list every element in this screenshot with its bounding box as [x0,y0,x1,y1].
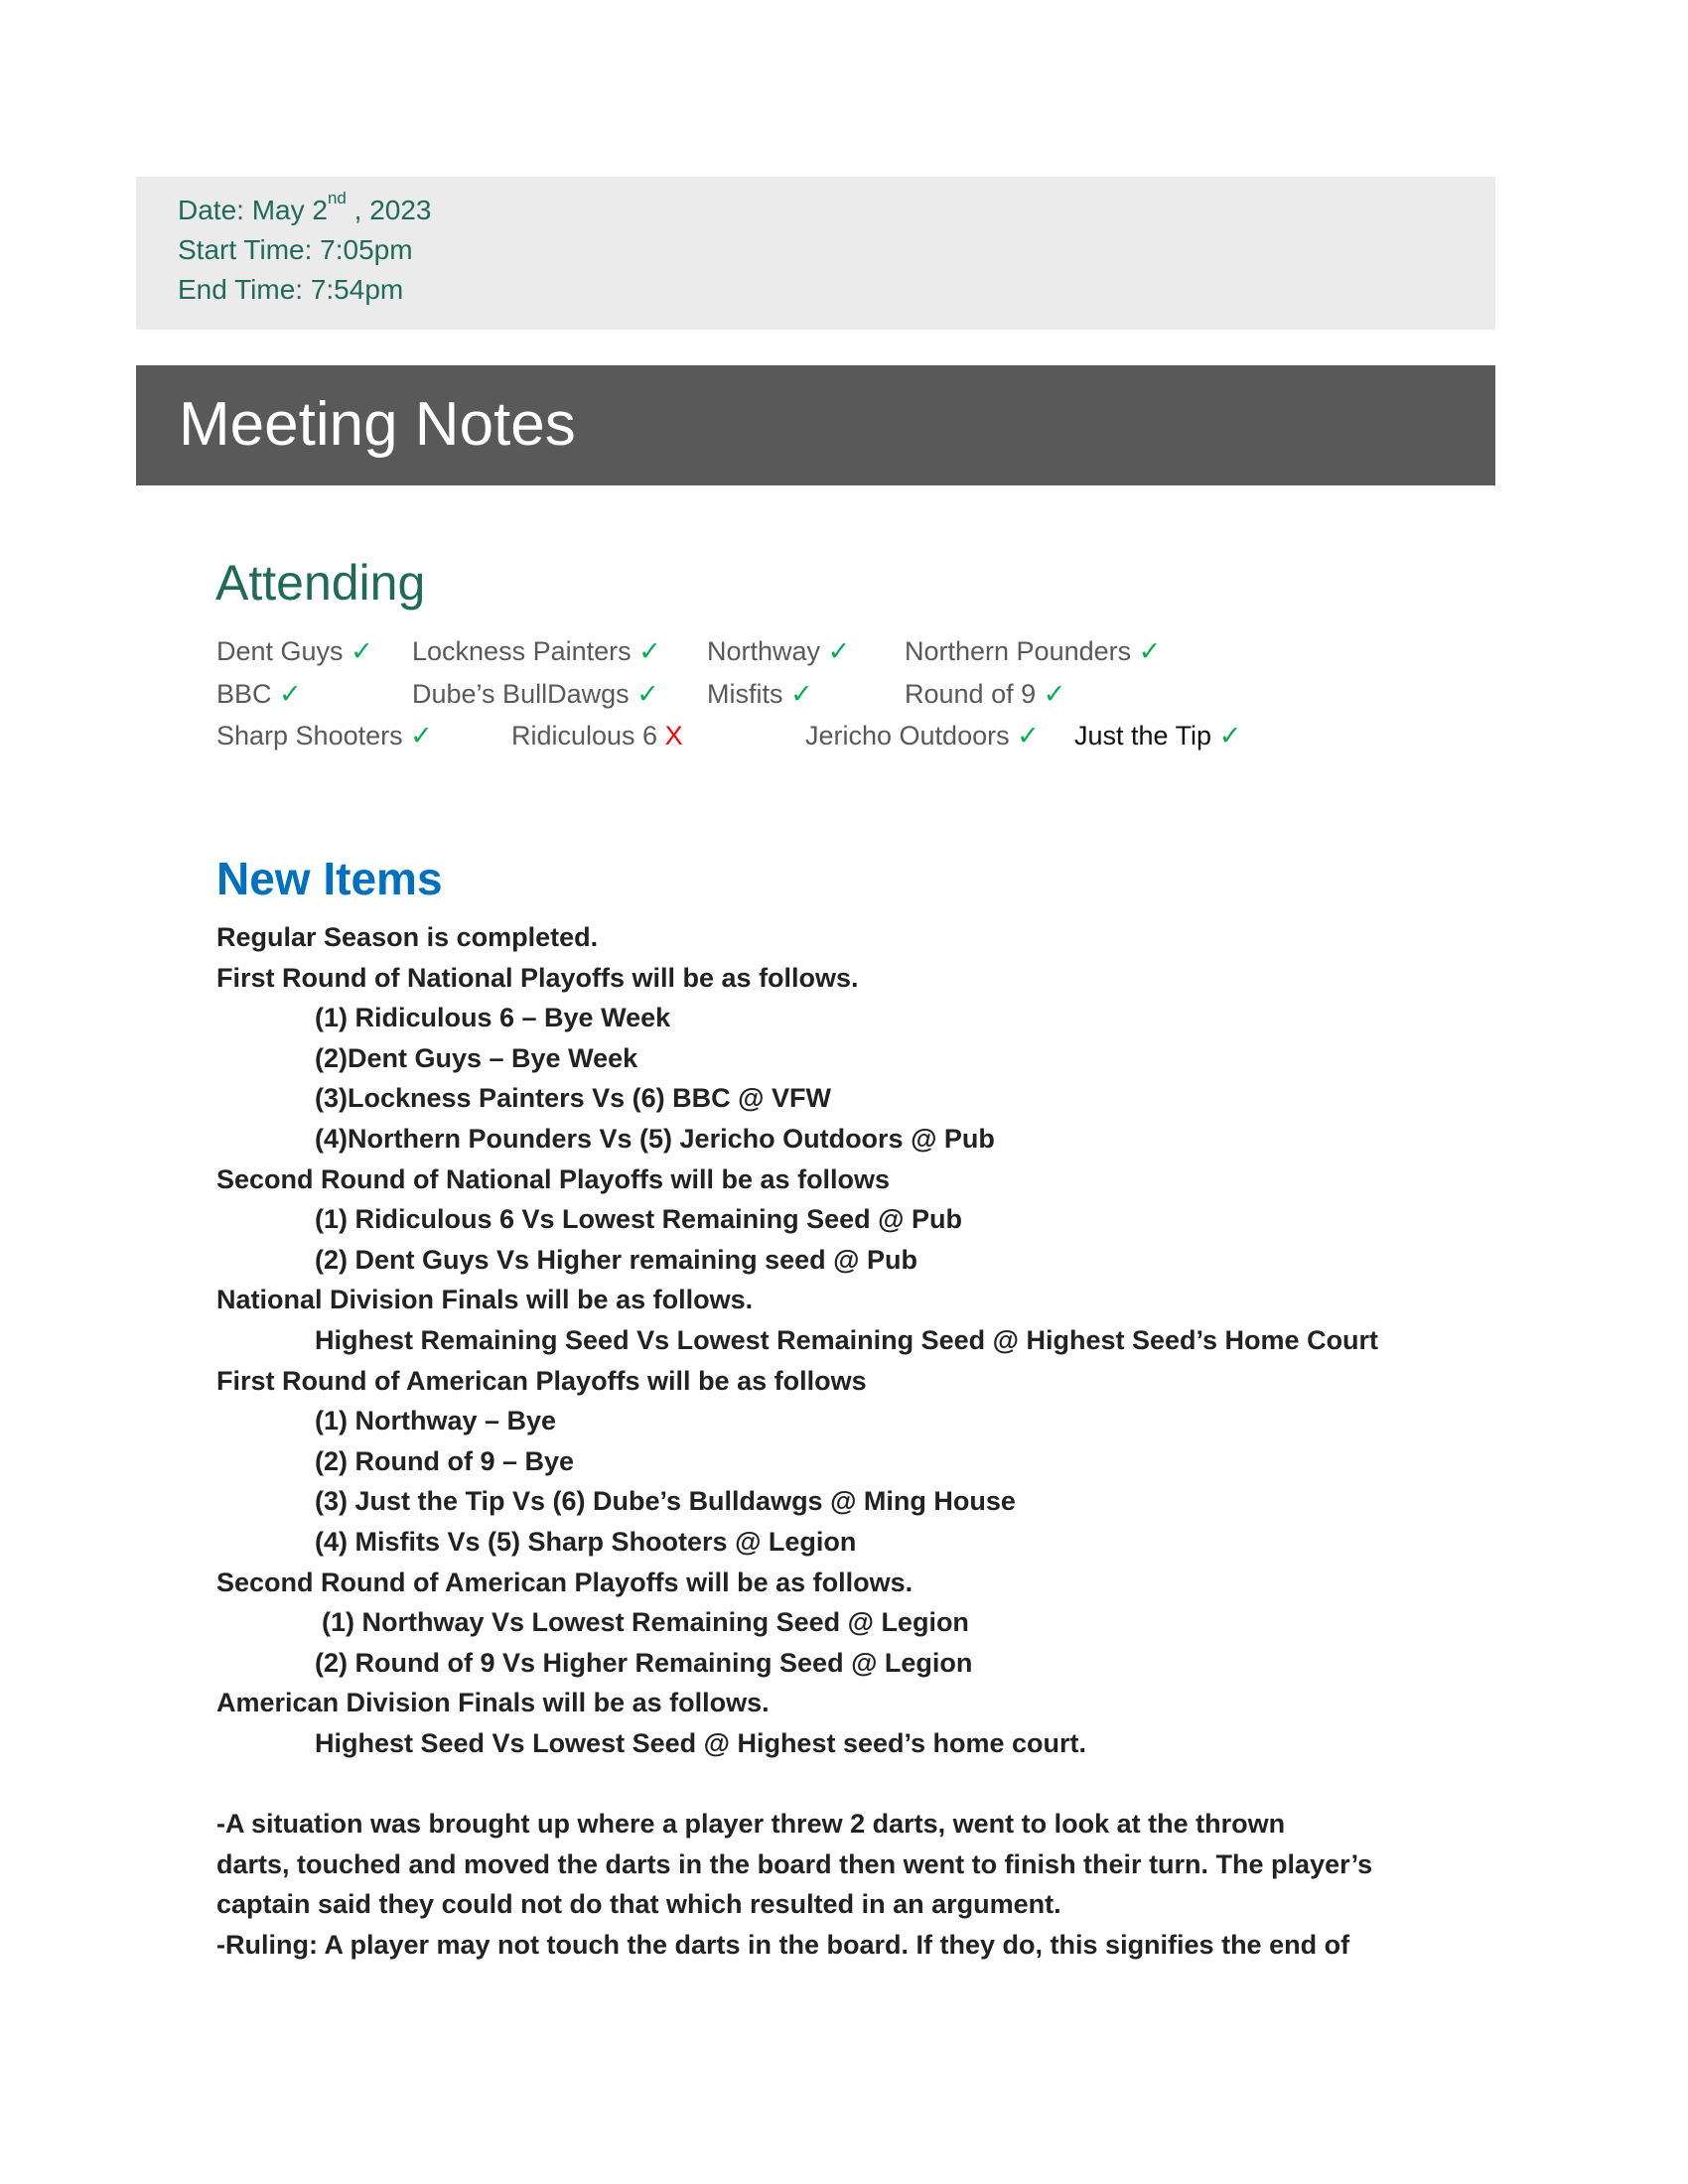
attendee-item [805,721,1040,751]
attendee-item [707,636,850,667]
date-year: , 2023 [346,195,432,225]
new-items-heading: New Items [216,853,443,904]
attendee-item [905,636,1161,667]
note-line: Second Round of National Playoffs will be as follows [216,1163,891,1194]
meeting-date [178,189,432,226]
team-name: Dent Guys [216,636,344,666]
team-name: BBC [216,679,272,709]
note-line: Highest Remaining Seed Vs Lowest Remaining Seed @ Highest Seed’s Home Court [315,1324,1379,1355]
check-icon: ✓ [351,636,373,666]
team-name: Northern Pounders [905,636,1132,666]
note-line: (1) Ridiculous 6 Vs Lowest Remaining Seed @ Pub [315,1204,962,1235]
note-line: Second Round of American Playoffs will be as follows. [216,1567,914,1597]
note-line: captain said they could not do that which resulted in an argument. [216,1889,1061,1920]
meeting-info-box [136,177,1495,330]
date-text: Date: May 2 [178,195,328,225]
team-name: Round of 9 [905,679,1037,709]
note-line: (1) Northway – Bye [315,1406,557,1436]
note-line: Regular Season is completed. [216,922,599,952]
date-ordinal: nd [327,189,347,207]
attendee-item [216,721,433,751]
note-line: (2) Dent Guys Vs Higher remaining seed @ Pub [315,1244,917,1275]
check-icon: ✓ [1017,721,1040,751]
check-icon: ✓ [827,636,851,666]
note-line: Highest Seed Vs Lowest Seed @ Highest seed’s home court. [315,1727,1087,1758]
note-line: (4) Misfits Vs (5) Sharp Shooters @ Legion [315,1526,857,1557]
team-name: Misfits [707,679,783,709]
attendee-item [412,679,659,710]
x-icon: X [664,721,683,751]
note-line: (3) Just the Tip Vs (6) Dube’s Bulldawgs @ Ming House [315,1486,1016,1517]
attendee-item [511,721,683,751]
team-name: Dube’s BullDawgs [412,679,630,709]
note-line: First Round of American Playoffs will be as follows [216,1365,867,1396]
note-line: (4)Northern Pounders Vs (5) Jericho Outdoors @ Pub [315,1123,995,1154]
team-name: Lockness Painters [412,636,632,666]
check-icon: ✓ [1043,679,1066,709]
note-line: National Division Finals will be as follows. [216,1285,754,1315]
attending-heading: Attending [215,555,426,611]
attendee-item [707,679,813,710]
check-icon: ✓ [1218,721,1242,751]
check-icon: ✓ [279,679,302,709]
attendee-item [216,636,373,667]
check-icon: ✓ [636,679,659,709]
page-title: Meeting Notes [179,390,576,459]
note-line [216,1763,1378,1804]
note-line: (3)Lockness Painters Vs (6) BBC @ VFW [315,1083,831,1114]
check-icon: ✓ [410,721,433,751]
attendee-item [216,679,302,710]
note-line: American Division Finals will be as follows. [216,1688,770,1718]
check-icon: ✓ [790,679,813,709]
attendee-item [905,679,1065,710]
attendee-item [1074,721,1241,751]
check-icon: ✓ [1138,636,1162,666]
note-line: darts, touched and moved the darts in the board then went to finish their turn. The player’s [216,1848,1373,1879]
note-line: (2) Round of 9 – Bye [315,1445,575,1476]
note-line: (1) Ridiculous 6 – Bye Week [315,1003,671,1033]
team-name: Northway [707,636,821,666]
team-name: Ridiculous 6 [511,721,658,751]
note-line: -Ruling: A player may not touch the darts in the board. If they do, this signifies the end of [216,1929,1350,1960]
team-name: Jericho Outdoors [805,721,1010,751]
check-icon: ✓ [638,636,661,666]
note-line: -A situation was brought up where a player threw 2 darts, went to look at the thrown [216,1809,1286,1840]
attendee-item [412,636,661,667]
end-time: End Time: 7:54pm [178,274,404,305]
note-line: (1) Northway Vs Lowest Remaining Seed @ Legion [322,1607,969,1638]
team-name: Sharp Shooters [216,721,403,751]
note-line: (2) Round of 9 Vs Higher Remaining Seed @ Legion [315,1647,973,1678]
title-banner [136,365,1495,485]
note-line: (2)Dent Guys – Bye Week [315,1042,638,1073]
team-name: Just the Tip [1074,721,1212,751]
note-line: First Round of National Playoffs will be as follows. [216,962,859,993]
new-items-body [216,917,1378,1965]
start-time: Start Time: 7:05pm [178,234,413,265]
